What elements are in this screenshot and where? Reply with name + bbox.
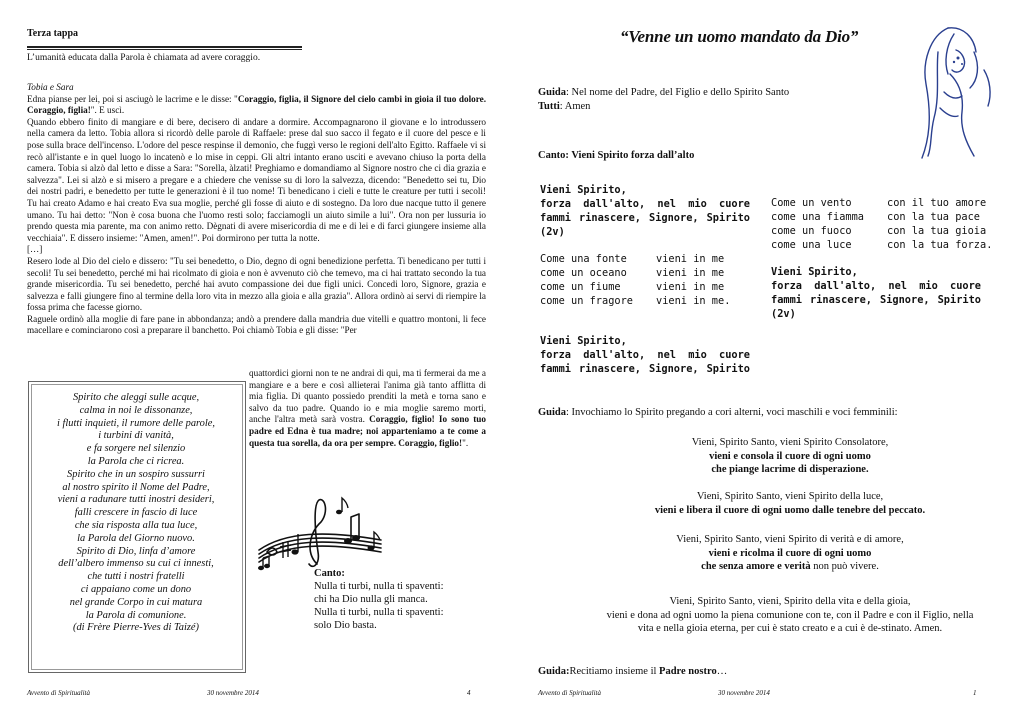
- invocation-line: vieni e libera il cuore di ogni uomo dalle tenebre del peccato.: [654, 504, 926, 516]
- invocation-line: vieni e consola il cuore di ogni uomo: [709, 450, 871, 462]
- poem-line: i turbini di vanità,: [98, 430, 174, 442]
- canto-heading: Canto: Vieni Spirito forza dall’alto: [538, 150, 695, 161]
- poem-line: la Parola di comunione.: [85, 609, 187, 621]
- song-verse-2: [540, 252, 730, 308]
- verse-line: [771, 238, 992, 252]
- poem-line: che tutti i nostri fratelli: [87, 571, 185, 583]
- story-run: Resero lode al Dio del cielo e dissero: "Tu sei benedetto, o Dio, degno di ogni benedizione perfetta. Ti benedicano per tutti i secoli! Tu sei benedetto, perché mi hai ricolmato di gioia e non è avvenuto ciò che temevo, ma ci hai trattato secondo la tua grande misericordia. Tu sei benedetto, perché hai avuto compassione dei due figli unici. Concedi loro, Signore, grazia e salvezza e falli giungere fino al termine della loro vita in mezzo alla gioia e alla grazia". Allora ordinò ai servi di riempire la fossa prima che facesse giorno.: [27, 255, 486, 313]
- guida-text: : Invochiamo lo Spirito pregando a cori alterni, voci maschili e voci femminili:: [566, 407, 898, 418]
- poem-line: vieni a radunare tutti inostri desideri,: [57, 494, 215, 506]
- title-rule-thin: [27, 49, 302, 50]
- guida-label: Guida: [538, 87, 567, 98]
- poem-line: dell’albero immenso su cui ci innesti,: [58, 558, 214, 570]
- guida-ellipsis: …: [716, 666, 728, 677]
- poem-line: Spirito che aleggi sulle acque,: [72, 392, 200, 403]
- poem-line: che sia risposta alla tua luce,: [74, 519, 198, 531]
- story-run: quattordici giorni non te ne andrai di qui, ma ti fermerai da me a mangiare e a bere e così allieterai l'anima già tanto afflitta di mia figlia. Di quanto possiedo prenditi la metà e torna sano e salvo da tuo padre. Quando io e mia moglie saremo morti, anche l'altra metà sarà vostra.: [249, 368, 486, 425]
- song-verse-3: [540, 334, 750, 376]
- page-title: “Venne un uomo mandato da Dio”: [620, 27, 859, 46]
- guida-text: : Nel nome del Padre, del Figlio e dello Spirito Santo: [566, 87, 790, 98]
- story-text: [27, 82, 486, 337]
- canto-line: solo Dio basta.: [314, 620, 377, 631]
- verse-refrain: vieni in me.: [656, 295, 731, 307]
- canto-lines: [314, 580, 443, 632]
- verse-refrain: vieni in me: [656, 281, 725, 293]
- invocation-2: [600, 490, 980, 517]
- footer-left-page: 4: [467, 689, 471, 697]
- invocation-line: Vieni, Spirito Santo, vieni Spirito di verità e di amore,: [676, 534, 904, 545]
- verse-line: [540, 294, 730, 308]
- poem-line: calma in noi le dissonanze,: [79, 404, 193, 416]
- invocation-line: Vieni, Spirito Santo, vieni Spirito Consolatore,: [691, 437, 889, 448]
- verse-phrase: come un oceano: [540, 267, 627, 279]
- footer-left-title: Avvento di Spiritualità: [27, 689, 90, 697]
- invocation-line: vieni e ricolma il cuore di ogni uomo: [708, 547, 872, 559]
- footer-left-date: 30 novembre 2014: [207, 689, 259, 697]
- verse-phrase: Come una fonte: [540, 253, 627, 265]
- verse-line: [540, 252, 730, 266]
- guida-invocation: [538, 407, 898, 418]
- poem-line: al nostro spirito il Nome del Padre,: [62, 481, 210, 493]
- verse-refrain: vieni in me: [656, 267, 725, 279]
- poem-line: la Parola che ci ricrea.: [87, 455, 185, 467]
- story-heading: Tobia e Sara: [27, 82, 74, 92]
- verse-phrase: come una fiamma: [771, 211, 864, 223]
- verse-line: [540, 280, 730, 294]
- verse-refrain: con la tua pace: [887, 211, 980, 223]
- section-title: Terza tappa: [27, 28, 79, 39]
- verse-line: Vieni Spirito,: [540, 335, 627, 347]
- verse-line: [771, 210, 992, 224]
- verse-refrain: con il tuo amore: [887, 197, 987, 209]
- canto-line: Nulla ti turbi, nulla ti spaventi:: [314, 581, 444, 592]
- poem-line: la Parola del Giorno nuovo.: [77, 532, 195, 544]
- verse-line: (2v): [540, 226, 565, 238]
- music-notes-icon: [255, 492, 385, 577]
- verse-phrase: come un fiume: [540, 281, 621, 293]
- story-run: Quando ebbero finito di mangiare e di bere, decisero di andare a dormire. Accompagnarono il giovane e lo introdussero nella camera da letto. Tobia allora si ricordò delle parole di Raffaele: prese dal suo sacco il fegato e il cuore del pesce e li pose sulla brace dell'incenso. L'odore del pesce respinse il demonio, che fuggì verso le regioni dell'alto Egitto. Raffaele vi si recò all'istante e in quel luogo lo incatenò e lo mise in ceppi. Gli altri intanto erano usciti e avevano chiuso la porta della camera. Tobia si alzò dal letto e disse a Sara: "Sorella, àlzati! Preghiamo e domandiamo al Signore nostro che ci dia grazia e salvezza". Lei si alzò e si misero a pregare e a chiedere che venisse su di loro la salvezza, dicendo: "Benedetto sei tu, Dio dei nostri padri, e benedetto per tutte le generazioni è il tuo nome! Ti benedicano i cieli e tutte le creature per tutti i secoli! Tu hai creato Adamo e hai creato Eva sua moglie, perché gli fosse di aiuto e di sostegno. Da loro due nacque tutto il genere umano. Tu hai detto: "Non è cosa buona che l'uomo resti solo; facciamogli un aiuto simile a lui". Ora non per lussuria io prendo questa mia parente, ma con animo retto. Dègnati di avere misericordia di me e di lei e di farci giungere insieme alla vecchiaia". E dissero insieme: "Amen, amen!". Poi dormirono per tutta la notte.: [27, 116, 486, 243]
- verse-line: [540, 266, 730, 280]
- invocation-line: non può vivere.: [810, 561, 879, 572]
- story-continuation: [249, 368, 486, 449]
- footer-right-title: Avvento di Spiritualità: [538, 689, 601, 697]
- story-run: […]: [27, 244, 43, 255]
- story-quote-bold: Coraggio, figlio! Io sono tuo padre ed Edna è tua madre; noi apparteniamo a te come a questa tua sorella, da ora per sempre. Coraggio, figlio!: [249, 414, 486, 448]
- poem: [28, 392, 244, 635]
- verse-line: forza dall'alto, nel mio cuore: [771, 280, 981, 292]
- invocation-line: che piange lacrime di disperazione.: [711, 464, 869, 475]
- story-run: ".: [462, 437, 469, 448]
- poem-line: Spirito di Dio, linfa d’amore: [76, 545, 196, 557]
- verse-line: fammi rinascere, Signore, Spirito: [771, 294, 981, 306]
- story-quote-bold: Coraggio, figlia, il Signore del cielo cambi in gioia il tuo dolore. Coraggio, figlia!: [27, 93, 487, 116]
- invocation-line: Vieni, Spirito Santo, vieni, Spirito della vita e della gioia,: [669, 596, 911, 607]
- canto-line: Nulla ti turbi, nulla ti spaventi:: [314, 607, 444, 618]
- footer-right-page: 1: [973, 689, 977, 697]
- verse-line: Vieni Spirito,: [771, 266, 858, 278]
- canto-label: Canto:: [314, 568, 345, 579]
- story-body: [27, 94, 486, 337]
- invocation-line: Vieni, Spirito Santo, vieni Spirito della luce,: [696, 491, 884, 502]
- guida-label: Guida: [538, 407, 567, 418]
- verse-line: (2v): [771, 308, 796, 320]
- verse-refrain: con la tua gioia: [887, 225, 987, 237]
- poem-line: i flutti inquieti, il rumore delle parole,: [57, 417, 215, 429]
- guida-closing: [538, 666, 727, 677]
- song-verse-1: [540, 183, 750, 239]
- verse-phrase: Come un vento: [771, 197, 852, 209]
- title-rule: [27, 46, 302, 48]
- poem-line: ci appaiano come un dono: [80, 583, 192, 595]
- invocation-4: [600, 595, 980, 636]
- canto-block: [314, 567, 443, 632]
- story-run: ". E uscì.: [90, 105, 125, 116]
- verse-line: forza dall'alto, nel mio cuore: [540, 349, 750, 361]
- invocation-line: che senza amore e verità: [701, 561, 811, 572]
- verse-line: forza dall'alto, nel mio cuore: [540, 198, 750, 210]
- story-run: Edna pianse per lei, poi si asciugò le lacrime e le disse: ": [27, 93, 238, 104]
- canto-line: chi ha Dio nulla gli manca.: [314, 594, 428, 605]
- story-run: Raguele ordinò alla moglie di fare pane in abbondanza; andò a prendere dalla mandria due vitelli e quattro montoni, li fece macellare e cominciarono così a preparare il banchetto. Poi chiamò Tobia e gli disse: "Per: [27, 313, 486, 336]
- tutti-label: Tutti: [538, 100, 560, 112]
- verse-line: fammi rinascere, Signore, Spirito: [540, 212, 750, 224]
- guida-text: Recitiamo insieme il: [569, 666, 660, 677]
- invocation-3: [600, 533, 980, 574]
- song-verse-4: [771, 196, 992, 252]
- poem-line: e fa sorgere nel silenzio: [86, 443, 186, 455]
- poem-line: (di Frère Pierre-Yves di Taizé): [72, 622, 200, 634]
- guida-label: Guida:: [538, 666, 570, 677]
- verse-refrain: con la tua forza.: [887, 239, 993, 251]
- section-subtitle: L’umanità educata dalla Parola è chiamata ad avere coraggio.: [27, 53, 261, 63]
- invocation-1: [600, 436, 980, 477]
- verse-line: Vieni Spirito,: [540, 184, 627, 196]
- madonna-icon: [918, 22, 998, 162]
- guida-opening: [538, 86, 789, 113]
- verse-phrase: come un fuoco: [771, 225, 852, 237]
- poem-line: falli crescere in fascio di luce: [74, 507, 198, 519]
- poem-line: nel grande Corpo in cui matura: [69, 596, 203, 608]
- padre-nostro: Padre nostro: [659, 666, 717, 677]
- tutti-text: : Amen: [559, 100, 591, 112]
- verse-line: fammi rinascere, Signore, Spirito: [540, 363, 750, 375]
- verse-line: [771, 224, 992, 238]
- verse-phrase: come una luce: [771, 239, 852, 251]
- song-verse-5: [771, 265, 981, 321]
- footer-right-date: 30 novembre 2014: [718, 689, 770, 697]
- poem-line: Spirito che in un sospiro sussurri: [67, 468, 205, 480]
- verse-phrase: come un fragore: [540, 295, 633, 307]
- verse-line: [771, 196, 992, 210]
- invocation-line: vieni e dona ad ogni uomo la piena comunione con te, con il Padre e con il Figlio, nella vita e nella gioia eterna, per cui è stato creato e a cui è de-stinato. Amen.: [606, 609, 974, 634]
- verse-refrain: vieni in me: [656, 253, 725, 265]
